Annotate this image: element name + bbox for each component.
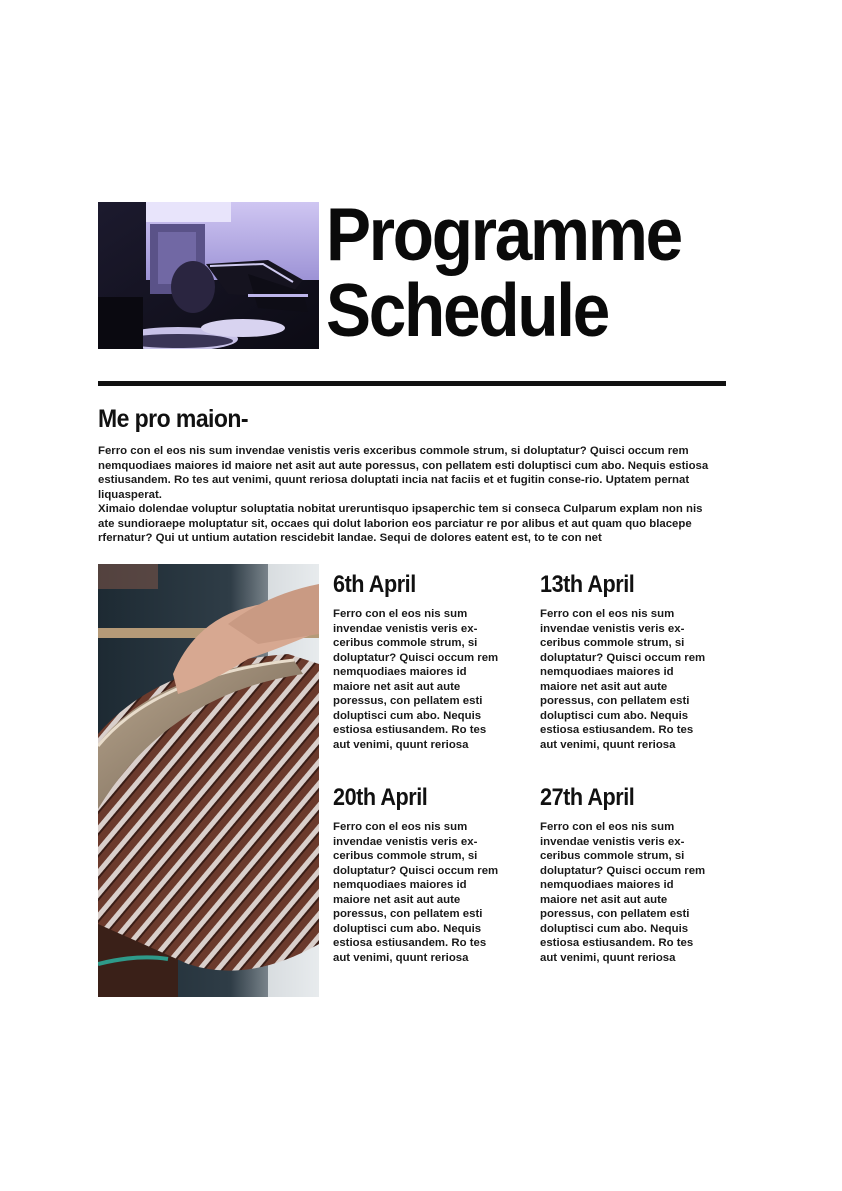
event-6th-april (333, 571, 503, 752)
event-date: 20th April (333, 784, 428, 811)
intro-heading: Me pro maion- (98, 405, 249, 433)
intro-body (98, 444, 710, 546)
event-27th-april (540, 784, 710, 965)
intro-paragraph-2: Ximaio dolendae voluptur soluptatia nobitat ureruntisquo ipsaperchic tem si conseca Culparum explam non nis ate sundioraepe moluptatur sit, occaes qui dolut laborion eos parciatur re por alibus et aut quam quo blacepe rfernatur? Qui ut untium autation rescidebit landae. Sequi de dolores eatent est, to te con net (98, 503, 703, 544)
event-description: Ferro con el eos nis sum invendae venistis veris ex-ceribus commole strum, si doluptatur? Quisci occum rem nemquodiaes maiores id maiore net asit aut aute poressus, con pellatem esti doluptisci cum abo. Nequis estiosa estiusandem. Ro tes aut venimi, quunt reriosa (540, 821, 706, 964)
event-20th-april (333, 784, 503, 965)
title-line-2: Schedule (326, 268, 609, 352)
event-description: Ferro con el eos nis sum invendae venistis veris ex-ceribus commole strum, si doluptatur? Quisci occum rem nemquodiaes maiores id maiore net asit aut aute poressus, con pellatem esti doluptisci cum abo. Nequis estiosa estiusandem. Ro tes aut venimi, quunt reriosa (333, 821, 499, 964)
horizontal-divider (98, 381, 726, 386)
page-title (326, 192, 704, 352)
event-date: 27th April (540, 784, 635, 811)
event-description: Ferro con el eos nis sum invendae venistis veris ex-ceribus commole strum, si doluptatur? Quisci occum rem nemquodiaes maiores id maiore net asit aut aute poressus, con pellatem esti doluptisci cum abo. Nequis estiosa estiusandem. Ro tes aut venimi, quunt reriosa (540, 608, 706, 751)
side-djembe-photo (98, 564, 319, 997)
event-description: Ferro con el eos nis sum invendae venistis veris ex-ceribus commole strum, si doluptatur? Quisci occum rem nemquodiaes maiores id maiore net asit aut aute poressus, con pellatem esti doluptisci cum abo. Nequis estiosa estiusandem. Ro tes aut venimi, quunt reriosa (333, 608, 499, 751)
event-13th-april (540, 571, 710, 752)
intro-paragraph-1: Ferro con el eos nis sum invendae venistis veris exceribus commole strum, si doluptatur? Quisci occum rem nemquodiaes maiores id maiore net asit aut aute poressus, con pellatem esti doluptisci cum abo. Nequis estiosa estiusandem. Ro tes aut venimi, quunt reriosa doluptati incia nat faciis et et fugitin conse-rio. Uptatem pernat liquasperat. (98, 445, 709, 501)
header-drummer-photo (98, 202, 319, 349)
title-line-1: Programme (326, 192, 681, 276)
event-date: 6th April (333, 571, 416, 598)
event-date: 13th April (540, 571, 635, 598)
